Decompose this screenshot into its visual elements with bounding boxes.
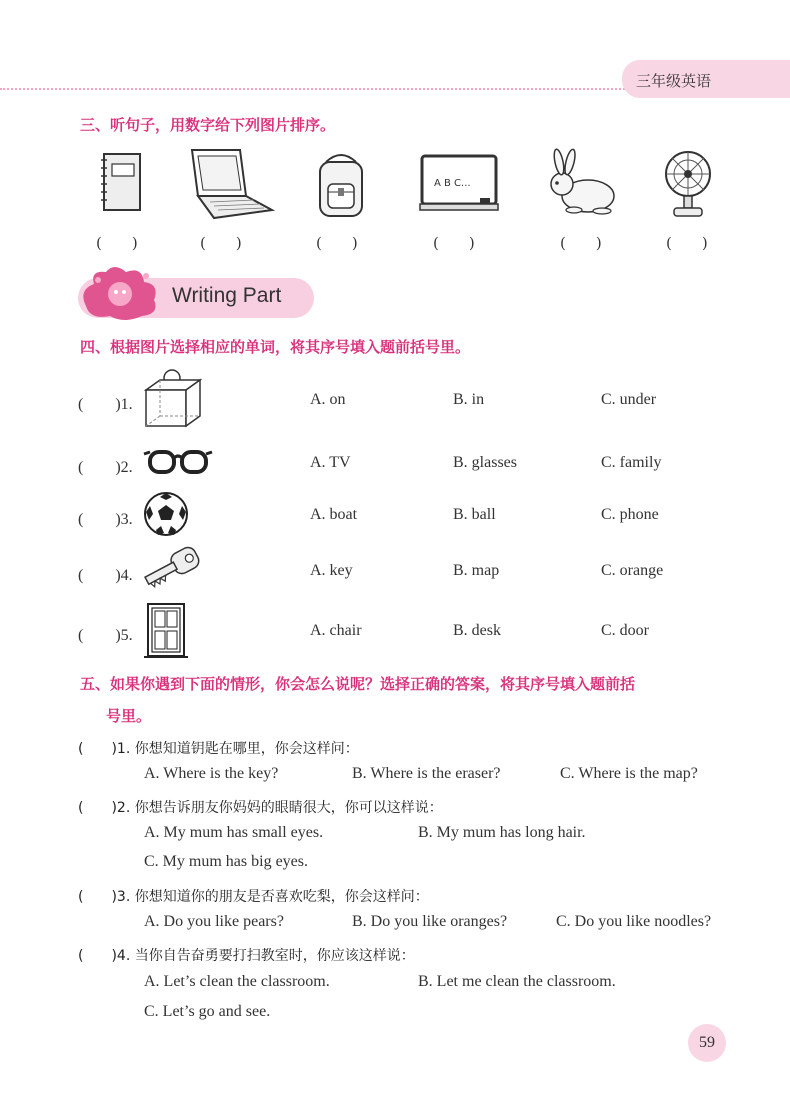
- notebook-icon: [98, 152, 144, 214]
- section3-title: 三、听句子，用数字给下列图片排序。: [80, 116, 336, 134]
- writing-part-title: Writing Part: [172, 284, 282, 307]
- order-blank-6[interactable]: ( ): [666, 234, 708, 252]
- q5-4-option-a: A. Let’s clean the classroom.: [144, 973, 330, 990]
- q4-5-option-a: A. chair: [310, 622, 362, 639]
- q5-3-option-a: A. Do you like pears?: [144, 913, 284, 930]
- key-icon: [140, 546, 206, 590]
- header-tab: [622, 60, 790, 98]
- q4-2-option-b: B. glasses: [453, 454, 517, 471]
- backpack-icon: [312, 148, 370, 220]
- q4-4-option-c: C. orange: [601, 562, 664, 579]
- order-blank-5[interactable]: ( ): [560, 234, 602, 252]
- q4-5-option-b: B. desk: [453, 622, 501, 639]
- q5-1-option-b: B. Where is the eraser?: [352, 765, 501, 782]
- q4-3-option-b: B. ball: [453, 506, 496, 523]
- header-dotted-line: [0, 88, 640, 90]
- splash-icon: [76, 262, 168, 322]
- q4-1-option-c: C. under: [601, 391, 657, 408]
- door-icon: [142, 602, 190, 660]
- q4-4-number[interactable]: ( )4.: [78, 567, 133, 584]
- q5-2-option-c: C. My mum has big eyes.: [144, 853, 308, 870]
- rabbit-icon: [542, 148, 624, 218]
- q4-5-option-c: C. door: [601, 622, 649, 639]
- soccer-ball-icon: [142, 490, 190, 538]
- order-blank-3[interactable]: ( ): [316, 234, 358, 252]
- q4-1-number[interactable]: ( )1.: [78, 396, 133, 413]
- q5-1-option-c: C. Where is the map?: [560, 765, 698, 782]
- q5-2-option-a: A. My mum has small eyes.: [144, 824, 324, 841]
- blackboard-text: A B C...: [434, 178, 471, 189]
- glasses-icon: [142, 446, 214, 480]
- q5-4-option-c: C. Let’s go and see.: [144, 1003, 271, 1020]
- q5-4-question[interactable]: ( )4. 当你自告奋勇要打扫教室时，你应该这样说：: [78, 948, 415, 964]
- order-blank-4[interactable]: ( ): [433, 234, 475, 252]
- q4-4-option-a: A. key: [310, 562, 353, 579]
- order-blank-2[interactable]: ( ): [200, 234, 242, 252]
- q4-5-number[interactable]: ( )5.: [78, 627, 133, 644]
- ball-on-box-icon: [142, 368, 204, 430]
- q5-2-question[interactable]: ( )2. 你想告诉朋友你妈妈的眼睛很大，你可以这样说：: [78, 800, 443, 816]
- q4-2-option-a: A. TV: [310, 454, 351, 471]
- q5-3-question[interactable]: ( )3. 你想知道你的朋友是否喜欢吃梨，你会这样问：: [78, 889, 429, 905]
- q4-1-option-a: A. on: [310, 391, 346, 408]
- page-number: 59: [688, 1024, 726, 1062]
- fan-icon: [660, 148, 716, 220]
- q4-2-number[interactable]: ( )2.: [78, 459, 133, 476]
- q4-4-option-b: B. map: [453, 562, 500, 579]
- q4-3-option-a: A. boat: [310, 506, 358, 523]
- q5-3-option-b: B. Do you like oranges?: [352, 913, 508, 930]
- order-blank-1[interactable]: ( ): [96, 234, 138, 252]
- q4-3-number[interactable]: ( )3.: [78, 511, 133, 528]
- header-label: 三年级英语: [636, 72, 712, 90]
- laptop-icon: [186, 146, 276, 222]
- q4-1-option-b: B. in: [453, 391, 485, 408]
- section5-title-line1: 五、如果你遇到下面的情形，你会怎么说呢？选择正确的答案，将其序号填入题前括: [80, 675, 636, 693]
- blackboard-icon: [418, 154, 500, 214]
- section4-title: 四、根据图片选择相应的单词，将其序号填入题前括号里。: [80, 338, 471, 356]
- q4-3-option-c: C. phone: [601, 506, 659, 523]
- q4-2-option-c: C. family: [601, 454, 662, 471]
- q5-1-option-a: A. Where is the key?: [144, 765, 279, 782]
- q5-1-question[interactable]: ( )1. 你想知道钥匙在哪里，你会这样问：: [78, 741, 359, 757]
- q5-2-option-b: B. My mum has long hair.: [418, 824, 586, 841]
- q5-3-option-c: C. Do you like noodles?: [556, 913, 712, 930]
- section5-title-line2: 号里。: [106, 707, 152, 725]
- q5-4-option-b: B. Let me clean the classroom.: [418, 973, 616, 990]
